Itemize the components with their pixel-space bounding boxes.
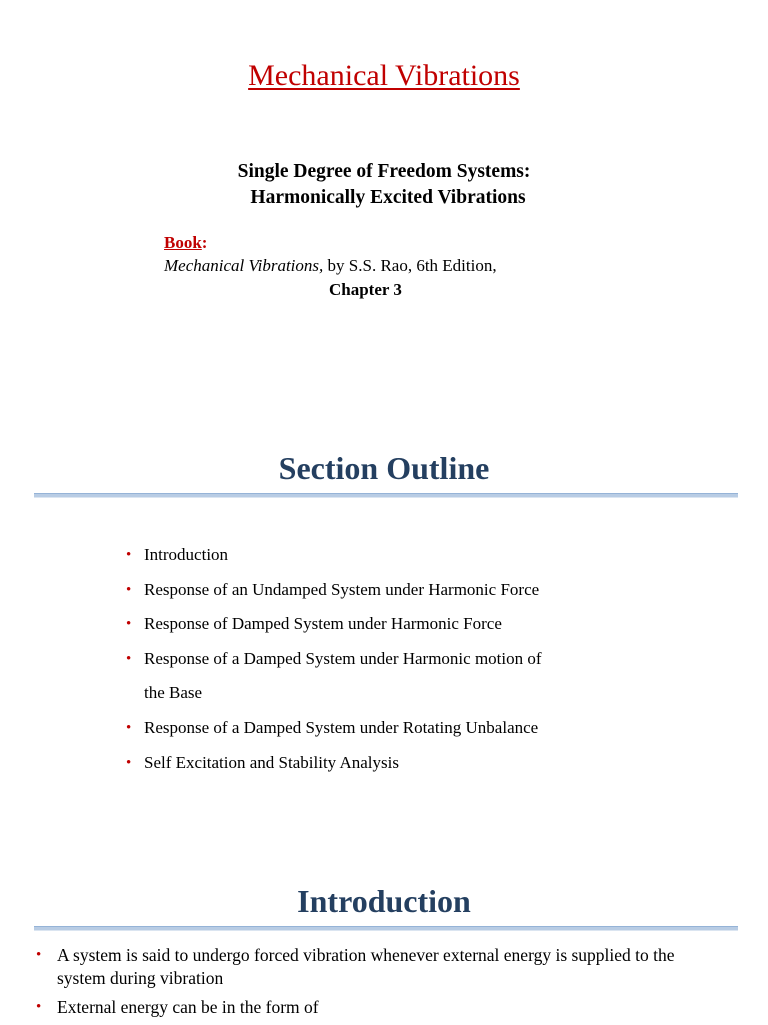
book-label-text: Book	[164, 233, 202, 252]
heading-divider	[34, 493, 738, 498]
outline-item	[126, 573, 686, 608]
outline-item-text: Response of an Undamped System under Harmonic Force	[144, 579, 540, 599]
chapter-label: Chapter 3	[329, 280, 402, 299]
outline-item-text: Introduction	[144, 545, 229, 564]
bullet-icon: •	[126, 719, 132, 736]
outline-item	[126, 642, 686, 677]
bullet-icon: •	[126, 650, 132, 667]
outline-item	[126, 538, 686, 573]
subtitle-line-1: Single Degree of Freedom Systems:	[237, 161, 531, 182]
intro-item-text: External energy can be in the form of	[57, 997, 319, 1017]
bullet-icon: •	[126, 616, 132, 633]
intro-item	[36, 944, 726, 990]
outline-item-text: Response of a Damped System under Harmonic motion of	[144, 648, 542, 668]
book-reference	[164, 255, 497, 277]
outline-item-text: the Base	[144, 683, 203, 703]
section-outline-heading: Section Outline	[278, 450, 490, 486]
intro-item-text: A system is said to undergo forced vibration whenever external energy is supplied to the system during vibration	[57, 945, 675, 988]
introduction-heading: Introduction	[297, 883, 471, 919]
outline-item-text: Response of a Damped System under Rotating Unbalance	[144, 717, 539, 737]
outline-item	[126, 746, 686, 781]
bullet-icon: •	[36, 999, 42, 1015]
book-label	[164, 232, 207, 254]
book-title: Mechanical Vibrations,	[164, 256, 324, 275]
book-author-edition: by S.S. Rao, 6th Edition,	[323, 256, 497, 275]
outline-item	[126, 711, 686, 746]
book-label-colon: :	[201, 233, 208, 252]
outline-item-text: Response of Damped System under Harmonic Force	[144, 614, 502, 634]
intro-list	[36, 944, 726, 1025]
bullet-icon: •	[126, 754, 132, 771]
outline-item-text: Self Excitation and Stability Analysis	[144, 752, 399, 772]
intro-item	[36, 996, 726, 1019]
heading-divider	[34, 926, 738, 931]
outline-item	[126, 607, 686, 642]
outline-list	[126, 538, 686, 780]
document-title: Mechanical Vibrations	[248, 59, 520, 92]
bullet-icon: •	[126, 547, 132, 563]
subtitle-line-2: Harmonically Excited Vibrations	[250, 187, 526, 208]
outline-item-continuation	[126, 676, 686, 711]
bullet-icon: •	[36, 947, 42, 963]
bullet-icon: •	[126, 581, 132, 598]
